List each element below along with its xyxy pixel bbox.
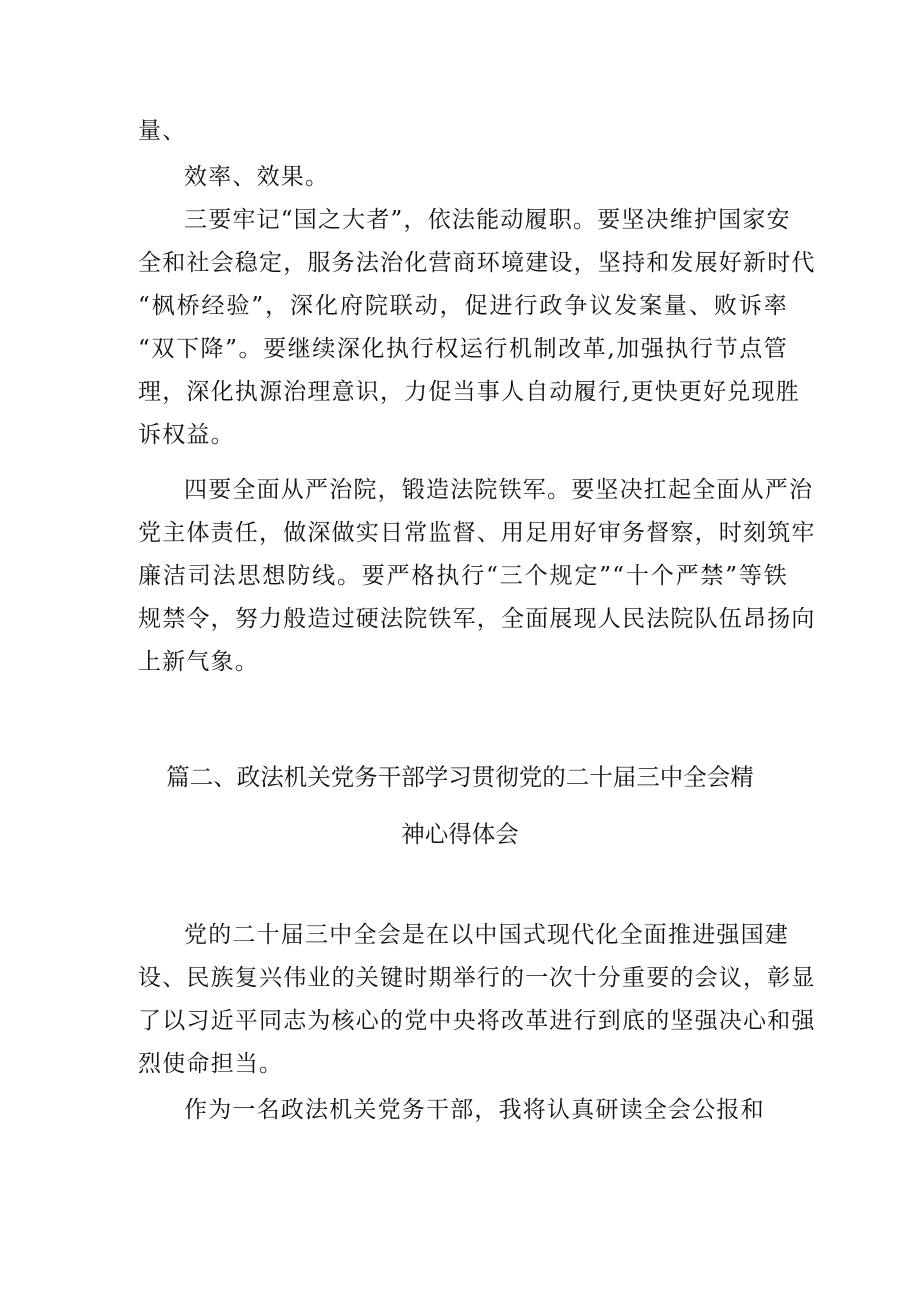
article-title-line-1: 篇二、政法机关党务干部学习贯彻党的二十届三中全会精 [166, 763, 754, 791]
article-title-line-2: 神心得体会 [401, 820, 519, 848]
paragraph-three-line: 三要牢记“国之大者”，依法能动履职。要坚决维护国家安 [184, 207, 791, 233]
paragraph-three-line: “枫桥经验”，深化府院联动，促进行政争议发案量、败诉率 [138, 293, 788, 319]
article-paragraph-line: 党的二十届三中全会是在以中国式现代化全面推进强国建 [184, 922, 789, 948]
article-paragraph-line: 了以习近平同志为核心的党中央将改革进行到底的坚强决心和强 [138, 1008, 816, 1034]
paragraph-four-line: 党主体责任，做深做实日常监督、用足用好审务督察，时刻筑牢 [138, 520, 816, 546]
paragraph-three-line: 诉权益。 [138, 422, 235, 448]
paragraph-four-line: 规禁令，努力般造过硬法院铁军，全面展现人民法院队伍昂扬向 [138, 606, 816, 632]
paragraph-three-line: 全和社会稳定，服务法治化营商环境建设，坚持和发展好新时代 [138, 250, 816, 276]
paragraph-three-line: “双下降”。要继续深化执行权运行机制改革,加强执行节点管 [138, 336, 788, 362]
article-paragraph-line: 设、民族复兴伟业的关键时期举行的一次十分重要的会议，彰显 [138, 965, 816, 991]
paragraph-four-line: 四要全面从严治院，锻造法院铁军。要坚决扛起全面从严治 [184, 477, 814, 503]
paragraph-three-line: 理，深化执源治理意识，力促当事人自动履行,更快更好兑现胜 [138, 379, 800, 405]
paragraph-four-line: 廉洁司法思想防线。要严格执行“三个规定”“十个严禁”等铁 [138, 563, 788, 589]
text-fragment: 量、 [138, 118, 187, 144]
article-paragraph-line: 作为一名政法机关党务干部，我将认真研读全会公报和 [184, 1097, 765, 1123]
article-paragraph-line: 烈使命担当。 [138, 1051, 284, 1077]
text-fragment: 效率、效果。 [184, 164, 330, 190]
paragraph-four-line: 上新气象。 [138, 649, 259, 675]
